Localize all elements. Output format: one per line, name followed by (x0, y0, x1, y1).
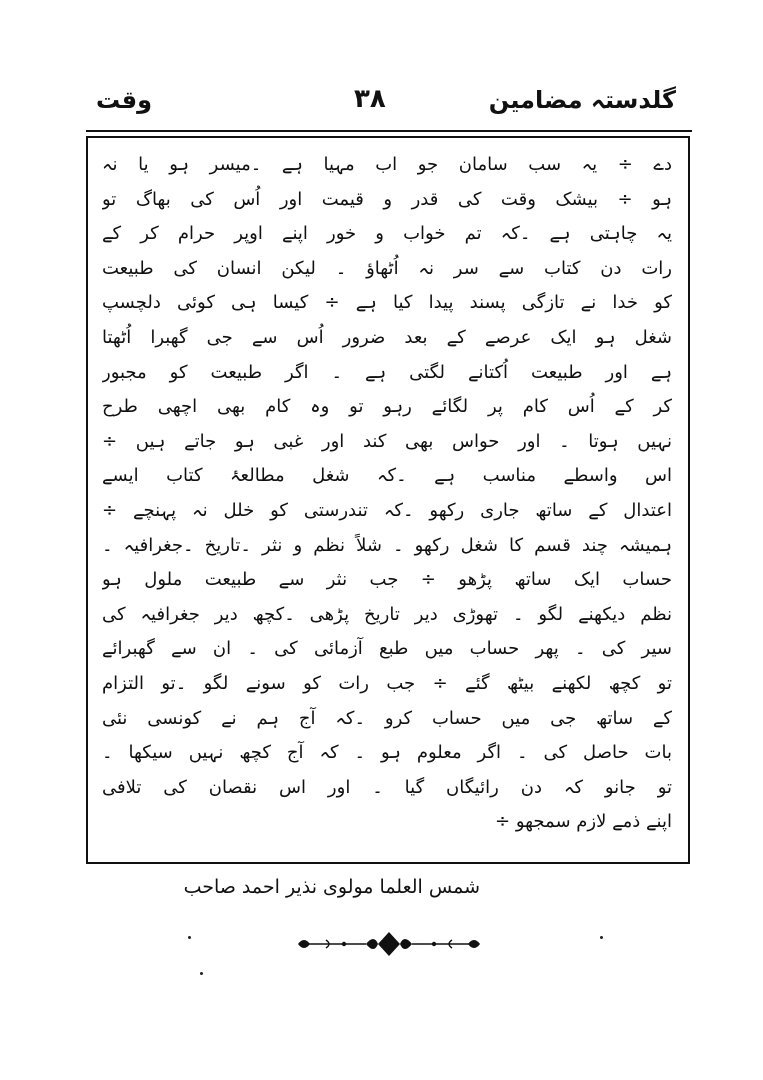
text-line: شغل ہو ایک عرصے کے بعد ضرور اُس سے جی گھبرا اُٹھتا (102, 326, 672, 348)
text-line: تو جانو کہ دن رائیگاں گیا ۔ اور اس نقصان کی تلافی (102, 776, 672, 798)
book-title: گلدستہ مضامین (488, 86, 676, 114)
page-number: ۳۸ (354, 84, 386, 114)
chapter-subject: وقت (96, 86, 153, 114)
text-line: دے ÷ یہ سب سامان جو اب مہیا ہے ۔میسر ہو یا نہ (102, 154, 672, 175)
text-line: رات دن کتاب سے سر نہ اُٹھاؤ ۔ لیکن انسان کی طبیعت (102, 257, 672, 279)
header-rule (86, 130, 692, 132)
body-text (102, 148, 672, 840)
text-line: کر کے اُس کام پر لگائے رہو تو وہ کام بھی اچھی طرح (102, 396, 672, 418)
text-line: اعتدال کے ساتھ جاری رکھو ۔کہ تندرستی کو خلل نہ پہنچے ÷ (102, 499, 672, 521)
scroll-ornament-icon (296, 930, 482, 958)
text-line: کے ساتھ جی میں حساب کرو ۔کہ آج ہم نے کونسی نئی (102, 707, 672, 729)
text-line: بات حاصل کی ۔ اگر معلوم ہو ۔ کہ آج کچھ نہیں سیکھا ۔ (102, 742, 672, 764)
text-line: تو کچھ لکھنے بیٹھ گئے ÷ جب رات کو سونے لگو ۔تو التزام (102, 672, 672, 694)
text-line: حساب ایک ساتھ پڑھو ÷ جب نثر سے طبیعت ملول ہو (102, 569, 672, 591)
text-line: اپنے ذمے لازم سمجھو ÷ (495, 811, 672, 833)
text-line: ہو ÷ بیشک وقت کی قدر و قیمت اور اُس کی بھاگ تو (102, 188, 672, 210)
text-line: یہ چاہتی ہے ۔کہ تم خواب و خور اپنے اوپر حرام کر کے (102, 223, 672, 245)
running-head (96, 82, 676, 122)
text-line: نہیں ہوتا ۔ اور حواس بھی کند اور غبی ہو جاتے ہیں ÷ (102, 430, 672, 452)
text-line: اس واسطے مناسب ہے ۔کہ شغل مطالعۂ کتاب ایسے (102, 465, 672, 487)
text-line: ہمیشہ چند قسم کا شغل رکھو ۔ شلاً نظم و نثر ۔تاریخ ۔جغرافیہ ۔ (102, 534, 672, 556)
author-attribution: شمس العلما مولوی نذیر احمد صاحب (183, 876, 480, 898)
print-speck (188, 936, 191, 939)
print-speck (200, 972, 203, 975)
print-speck (600, 936, 603, 939)
text-line: کو خدا نے تازگی پسند پیدا کیا ہے ÷ کیسا ہی کوئی دلچسپ (102, 292, 672, 314)
text-line: سیر کی ۔ پھر حساب میں طبع آزمائی کی ۔ ان سے گھبرائے (102, 638, 672, 660)
text-line: ہے اور طبیعت اُکتانے لگتی ہے ۔ اگر طبیعت کو مجبور (102, 361, 672, 383)
text-line: نظم دیکھنے لگو ۔ تھوڑی دیر تاریخ پڑھی ۔کچھ دیر جغرافیہ کی (102, 603, 672, 625)
